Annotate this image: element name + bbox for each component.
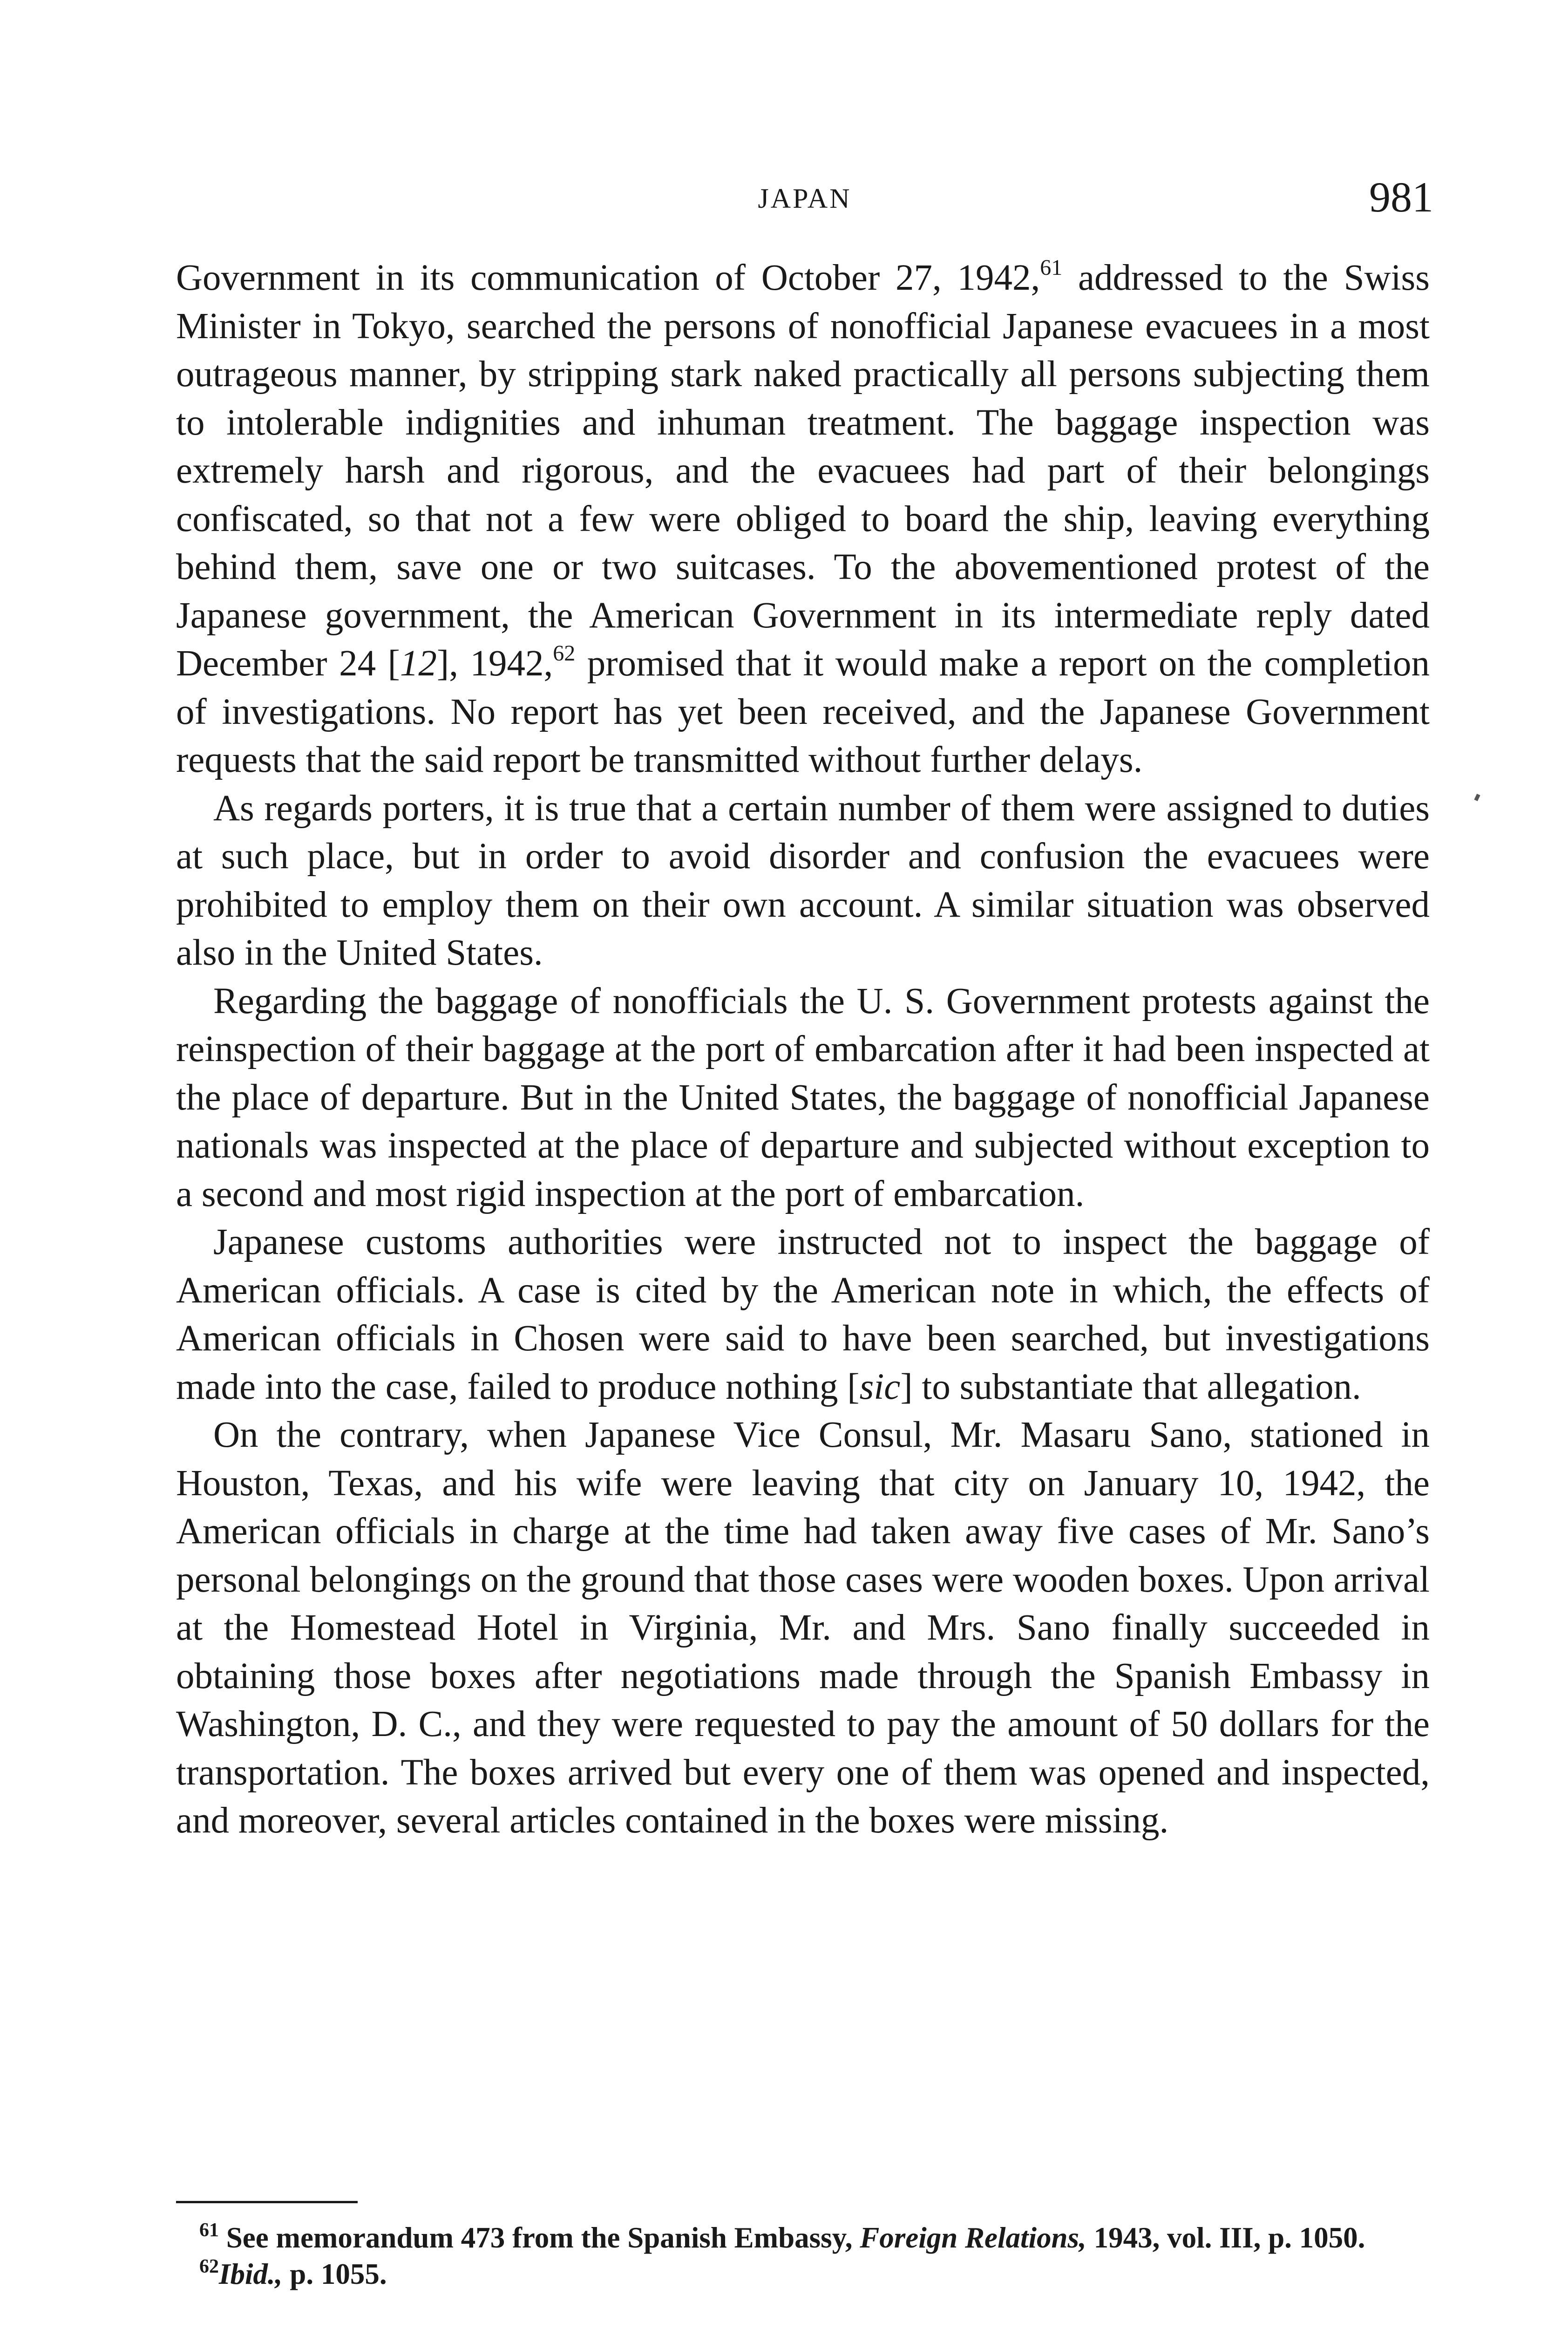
paragraph-4-text-b: ] to substantiate that allegation. xyxy=(900,1366,1361,1407)
footnote-61-italic-title: Foreign Relations, xyxy=(860,2221,1086,2254)
scan-speck xyxy=(1474,794,1480,801)
footnote-ref-62: 62 xyxy=(553,641,576,666)
footnote-divider xyxy=(176,2201,358,2203)
footnote-61-number: 61 xyxy=(199,2220,219,2241)
paragraph-4-italic-sic: sic xyxy=(859,1366,901,1407)
paragraph-4-text-a: Japanese customs authorities were instructed not to inspect the baggage of American officials. A case is cited by the American note in which, the effects of American officials in Chosen were said to have been searched, but investigations made into the case, failed to produce nothing [ xyxy=(176,1222,1430,1407)
body-text xyxy=(176,254,1430,1845)
footnotes xyxy=(176,2220,1430,2292)
footnote-62-text: p. 1055. xyxy=(282,2258,387,2290)
paragraph-1-text-a: Government in its communication of October 27, 1942, xyxy=(176,258,1040,298)
footnote-61 xyxy=(176,2220,1430,2256)
footnote-62-italic-ibid: Ibid., xyxy=(219,2258,283,2290)
paragraph-1-text-c: ], 1942, xyxy=(436,643,553,684)
paragraph-4 xyxy=(176,1218,1430,1411)
footnote-ref-61: 61 xyxy=(1040,255,1063,280)
paragraph-1-text-d: promised that it would make a report on the completion of investigations. No report has yet been received, and the Japanese Government requests that the said report be transmitted without further delays. xyxy=(176,643,1430,780)
running-head-title: JAPAN xyxy=(758,183,852,214)
paragraph-1-text-b: addressed to the Swiss Minister in Tokyo, searched the persons of nonofficial Japanese evacuees in a most outrageous manner, by stripping stark naked practically all persons subjecting them to intolerable indignities and inhuman treatment. The baggage inspection was extremely harsh and rigorous, and the evacuees had part of their belongings confiscated, so that not a few were obliged to board the ship, leaving everything behind them, save one or two suitcases. To the abovementioned protest of the Japanese government, the American Government in its intermediate reply dated December 24 [ xyxy=(176,258,1430,684)
paragraph-5: On the contrary, when Japanese Vice Consul, Mr. Masaru Sano, stationed in Houston, Texas, and his wife were leaving that city on January 10, 1942, the American officials in charge at the time had taken away five cases of Mr. Sano’s personal belongings on the ground that those cases were wooden boxes. Upon arrival at the Homestead Hotel in Virginia, Mr. and Mrs. Sano finally succeeded in obtaining those boxes after negotiations made through the Spanish Embassy in Washington, D. C., and they were requested to pay the amount of 50 dollars for the transportation. The boxes arrived but every one of them was opened and inspected, and moreover, several articles contained in the boxes were missing. xyxy=(176,1415,1430,1841)
running-head xyxy=(176,172,1433,228)
paragraph-1-italic-date: 12 xyxy=(400,643,437,684)
paragraph-3: Regarding the baggage of nonofficials the U. S. Government protests against the reinspection of their baggage at the port of embarcation after it had been inspected at the place of departure. But in the United States, the baggage of nonofficial Japanese nationals was inspected at the place of departure and subjected without exception to a second and most rigid inspection at the port of embarcation. xyxy=(176,981,1430,1214)
footnote-61-text-b: 1943, vol. III, p. 1050. xyxy=(1086,2221,1365,2254)
footnote-62 xyxy=(176,2256,1430,2292)
footnote-62-number: 62 xyxy=(199,2256,219,2277)
footnote-61-text-a: See memorandum 473 from the Spanish Embassy, xyxy=(219,2221,860,2254)
paragraph-1 xyxy=(176,254,1430,784)
page-number: 981 xyxy=(1369,173,1433,221)
paragraph-2: As regards porters, it is true that a certain number of them were assigned to duties at such place, but in order to avoid disorder and confusion the evacuees were prohibited to employ them on their own account. A similar situation was observed also in the United States. xyxy=(176,788,1430,973)
